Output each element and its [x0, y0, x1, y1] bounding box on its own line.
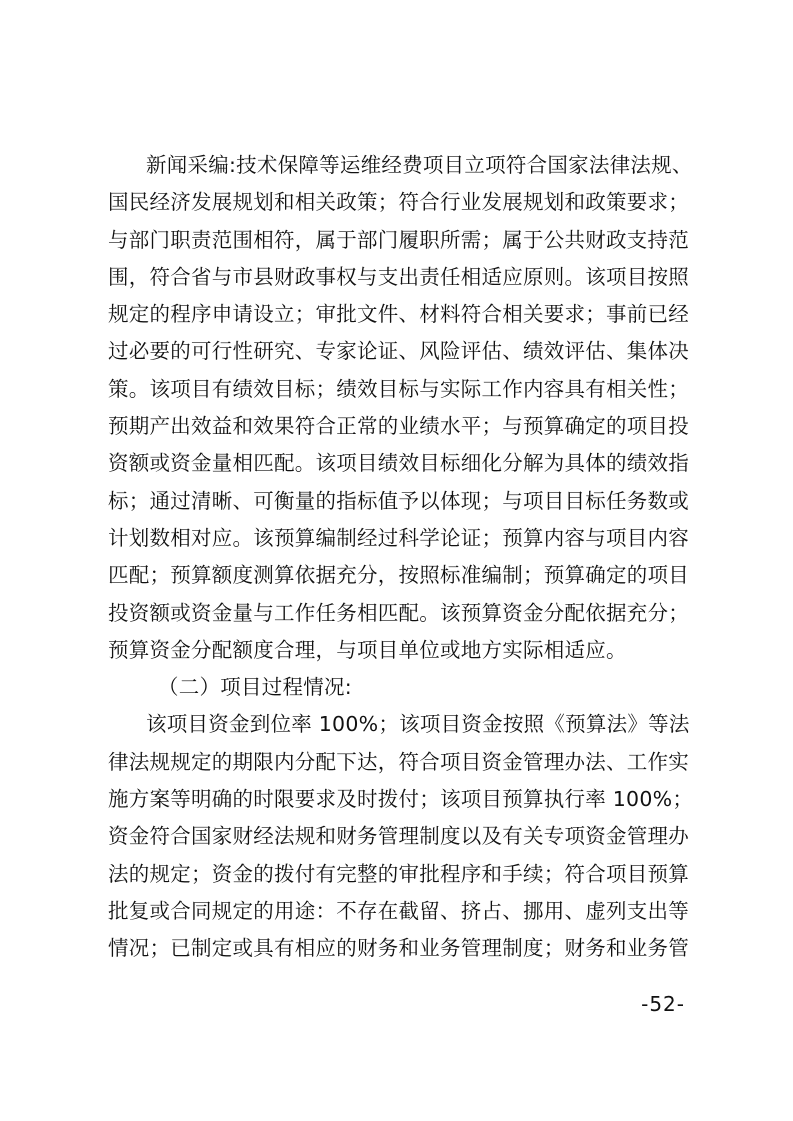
text-line: 情况；已制定或具有相应的财务和业务管理制度；财务和业务管: [108, 936, 689, 961]
text-line: 与部门职责范围相符，属于部门履职所需；属于公共财政支持范: [108, 227, 689, 252]
text-line: 投资额或资金量与工作任务相匹配。该预算资金分配依据充分；: [108, 600, 689, 625]
text-line: 计划数相对应。该预算编制经过科学论证；预算内容与项目内容: [108, 525, 689, 550]
text-line: 预期产出效益和效果符合正常的业绩水平；与预算确定的项目投: [108, 414, 689, 439]
page-number: -52-: [641, 992, 685, 1016]
text-line: 施方案等明确的时限要求及时拨付；该项目预算执行率 100%；: [108, 787, 694, 812]
text-line: 匹配；预算额度测算依据充分，按照标准编制；预算确定的项目: [108, 563, 689, 588]
text-line: 策。该项目有绩效目标；绩效目标与实际工作内容具有相关性；: [108, 376, 689, 401]
text-line: 过必要的可行性研究、专家论证、风险评估、绩效评估、集体决: [108, 339, 689, 364]
text-line: 预算资金分配额度合理，与项目单位或地方实际相适应。: [108, 637, 627, 662]
text-line: 批复或合同规定的用途：不存在截留、挤占、挪用、虚列支出等: [108, 898, 689, 923]
text-line: 资金符合国家财经法规和财务管理制度以及有关专项资金管理办: [108, 824, 689, 849]
body-text: [108, 147, 698, 968]
text-line: 新闻采编:技术保障等运维经费项目立项符合国家法律法规、: [146, 153, 693, 177]
text-line: 该项目资金到位率 100%；该项目资金按照《预算法》等法: [146, 712, 690, 737]
text-line: 围，符合省与市县财政事权与支出责任相适应原则。该项目按照: [108, 264, 689, 289]
text-line: 规定的程序申请设立；审批文件、材料符合相关要求；事前已经: [108, 302, 689, 327]
section-heading: （二）项目过程情况:: [158, 675, 352, 700]
text-line: 国民经济发展规划和相关政策；符合行业发展规划和政策要求；: [108, 190, 689, 215]
text-line: 标；通过清晰、可衡量的指标值予以体现；与项目目标任务数或: [108, 488, 689, 513]
text-line: 法的规定；资金的拨付有完整的审批程序和手续；符合项目预算: [108, 861, 689, 886]
text-line: 资额或资金量相匹配。该项目绩效目标细化分解为具体的绩效指: [108, 451, 689, 476]
text-line: 律法规规定的期限内分配下达，符合项目资金管理办法、工作实: [108, 749, 689, 774]
